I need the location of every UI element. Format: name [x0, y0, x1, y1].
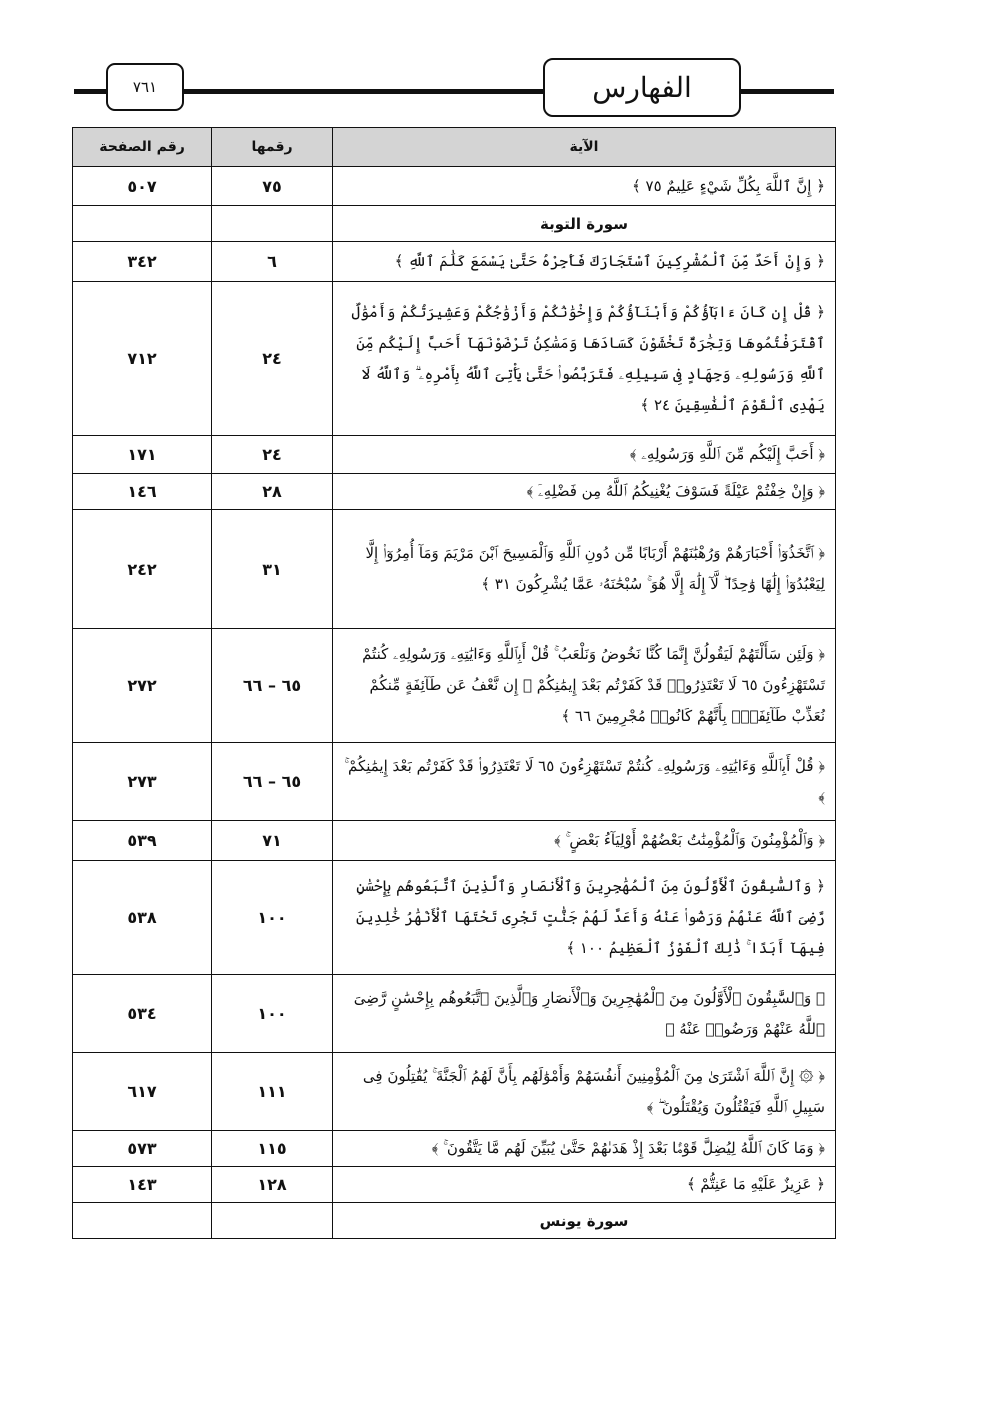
verse-text-cell: ﴿ وَٱلْمُؤْمِنُونَ وَٱلْمُؤْمِنَٰتُ بَعْضُهُمْ أَوْلِيَآءُ بَعْضٍ ۚ ﴾: [333, 821, 836, 861]
verse-number-cell: ٢٨: [212, 474, 333, 510]
page-cell: ٥٣٨: [73, 861, 212, 975]
surah-heading-row: [73, 1203, 836, 1239]
col-header-verse: الآية: [333, 128, 836, 167]
empty-cell: [73, 1203, 212, 1239]
verse-number-cell: ١١١: [212, 1053, 333, 1131]
page-cell: ٢٤٢: [73, 510, 212, 629]
verse-number-cell: ٣١: [212, 510, 333, 629]
section-title: الفهارس: [592, 71, 692, 104]
verse-number-cell: ٦٥ – ٦٦: [212, 743, 333, 821]
col-header-number: رقمها: [212, 128, 333, 167]
verse-number-cell: ٦: [212, 242, 333, 282]
page-cell: ٣٤٢: [73, 242, 212, 282]
surah-name: سورة يونس: [333, 1203, 836, 1239]
page-cell: ٥٣٤: [73, 975, 212, 1053]
page-cell: ١٤٦: [73, 474, 212, 510]
table-row: [73, 510, 836, 629]
table-row: [73, 282, 836, 436]
verse-text-cell: ﴿ قُلْ إِن كَانَ ءَابَآؤُكُمْ وَأَبْنَآؤُكُمْ وَإِخْوَٰنُكُمْ وَأَزْوَٰجُكُمْ وَعَشِيرَتُكُمْ وَأَمْوَٰلٌ ٱقْتَرَفْتُمُوهَا وَتِجَٰرَةٌ تَخْشَوْنَ كَسَادَهَا وَمَسَٰكِنُ تَرْضَوْنَهَآ أَحَبَّ إِلَيْكُم مِّنَ ٱللَّهِ وَرَسُولِهِۦ وَجِهَادٍ فِى سَبِيلِهِۦ فَتَرَبَّصُوا۟ حَتَّىٰ يَأْتِىَ ٱللَّهُ بِأَمْرِهِۦ ۗ وَٱللَّهُ لَا يَهْدِى ٱلْقَوْمَ ٱلْفَٰسِقِينَ ٢٤ ﴾: [333, 282, 836, 436]
verse-text-cell: ﴿ ۞ إِنَّ ٱللَّهَ ٱشْتَرَىٰ مِنَ ٱلْمُؤْمِنِينَ أَنفُسَهُمْ وَأَمْوَٰلَهُم بِأَنَّ لَهُمُ ٱلْجَنَّةَ ۚ يُقَٰتِلُونَ فِى سَبِيلِ ٱللَّهِ فَيَقْتُلُونَ وَيُقْتَلُونَ ۖ ﴾: [333, 1053, 836, 1131]
verse-text-cell: ﴿ أَحَبَّ إِلَيْكُم مِّنَ ٱللَّهِ وَرَسُولِهِۦ ﴾: [333, 436, 836, 474]
page-cell: ٥٣٩: [73, 821, 212, 861]
verse-text-cell: ﴿ وَمَا كَانَ ٱللَّهُ لِيُضِلَّ قَوْمًۢا بَعْدَ إِذْ هَدَىٰهُمْ حَتَّىٰ يُبَيِّنَ لَهُم مَّا يَتَّقُونَ ۚ ﴾: [333, 1131, 836, 1167]
table-row: [73, 1167, 836, 1203]
verse-text-cell: ﴿ ٱتَّخَذُوٓا۟ أَحْبَارَهُمْ وَرُهْبَٰنَهُمْ أَرْبَابًا مِّن دُونِ ٱللَّهِ وَٱلْمَسِيحَ ٱبْنَ مَرْيَمَ وَمَآ أُمِرُوٓا۟ إِلَّا لِيَعْبُدُوٓا۟ إِلَٰهًا وَٰحِدًا ۖ لَّآ إِلَٰهَ إِلَّا هُوَ ۚ سُبْحَٰنَهُۥ عَمَّا يُشْرِكُونَ ٣١ ﴾: [333, 510, 836, 629]
table-row: [73, 1053, 836, 1131]
verse-text-cell: ﴿ وَٱلسَّٰبِقُونَ ٱلْأَوَّلُونَ مِنَ ٱلْمُهَٰجِرِينَ وَٱلْأَنصَارِ وَٱلَّذِينَ ٱتَّبَعُوهُم بِإِحْسَٰنٍ رَّضِىَ ٱللَّهُ عَنْهُمْ وَرَضُوا۟ عَنْهُ وَأَعَدَّ لَهُمْ جَنَّٰتٍ تَجْرِى تَحْتَهَا ٱلْأَنْهَٰرُ خَٰلِدِينَ فِيهَآ أَبَدًا ۚ ذَٰلِكَ ٱلْفَوْزُ ٱلْعَظِيمُ ١٠٠ ﴾: [333, 861, 836, 975]
page-cell: ٦١٧: [73, 1053, 212, 1131]
verse-text-cell: ﴿ وَإِنْ خِفْتُمْ عَيْلَةً فَسَوْفَ يُغْنِيكُمُ ٱللَّهُ مِن فَضْلِهِۦٓ ﴾: [333, 474, 836, 510]
page-cell: ٥٧٣: [73, 1131, 212, 1167]
verse-index-table: [72, 127, 836, 1239]
verse-number-cell: ٢٤: [212, 436, 333, 474]
empty-cell: [73, 206, 212, 242]
verse-number-cell: ٦٥ – ٦٦: [212, 629, 333, 743]
table-row: [73, 167, 836, 206]
empty-cell: [212, 206, 333, 242]
section-title-box: [543, 58, 741, 117]
table-row: [73, 436, 836, 474]
verse-text-cell: ﴿ عَزِيزٌ عَلَيْهِ مَا عَنِتُّمْ ﴾: [333, 1167, 836, 1203]
page-cell: ٥٠٧: [73, 167, 212, 206]
verse-number-cell: ١٠٠: [212, 861, 333, 975]
verse-number-cell: ٢٤: [212, 282, 333, 436]
table-header-row: [73, 128, 836, 167]
empty-cell: [212, 1203, 333, 1239]
surah-heading-row: [73, 206, 836, 242]
page-number: ٧٦١: [132, 78, 158, 96]
table-row: [73, 975, 836, 1053]
table-row: [73, 242, 836, 282]
table-row: [73, 821, 836, 861]
page-cell: ٧١٢: [73, 282, 212, 436]
verse-number-cell: ٧١: [212, 821, 333, 861]
table-row: [73, 861, 836, 975]
page-cell: ٢٧٢: [73, 629, 212, 743]
surah-name: سورة التوبة: [333, 206, 836, 242]
page-cell: ١٤٣: [73, 1167, 212, 1203]
verse-number-cell: ١٢٨: [212, 1167, 333, 1203]
table-row: [73, 1131, 836, 1167]
verse-number-cell: ٧٥: [212, 167, 333, 206]
verse-number-cell: ١٠٠: [212, 975, 333, 1053]
page-cell: ٢٧٣: [73, 743, 212, 821]
verse-text-cell: ﴿ إِنَّ ٱللَّهَ بِكُلِّ شَيْءٍ عَلِيمٌ ٧٥ ﴾: [333, 167, 836, 206]
verse-text-cell: ﴿ وَٱلسَّٰبِقُونَ ٱلْأَوَّلُونَ مِنَ ٱلْمُهَٰجِرِينَ وَٱلْأَنصَارِ وَٱلَّذِينَ ٱتَّبَعُوهُم بِإِحْسَٰنٍ رَّضِىَ ٱللَّهُ عَنْهُمْ وَرَضُوا۟ عَنْهُ ﴾: [333, 975, 836, 1053]
verse-text-cell: ﴿ وَإِنْ أَحَدٌ مِّنَ ٱلْمُشْرِكِينَ ٱسْتَجَارَكَ فَأَجِرْهُ حَتَّىٰ يَسْمَعَ كَلَٰمَ ٱللَّهِ ﴾: [333, 242, 836, 282]
col-header-page: رقم الصفحة: [73, 128, 212, 167]
table-row: [73, 474, 836, 510]
verse-number-cell: ١١٥: [212, 1131, 333, 1167]
verse-text-cell: ﴿ قُلْ أَبِٱللَّهِ وَءَايَٰتِهِۦ وَرَسُولِهِۦ كُنتُمْ تَسْتَهْزِءُونَ ٦٥ لَا تَعْتَذِرُوا۟ قَدْ كَفَرْتُم بَعْدَ إِيمَٰنِكُمْ ۚ ﴾: [333, 743, 836, 821]
page-number-box: [106, 63, 184, 111]
verse-text-cell: ﴿ وَلَئِن سَأَلْتَهُمْ لَيَقُولُنَّ إِنَّمَا كُنَّا نَخُوضُ وَنَلْعَبُ ۚ قُلْ أَبِٱللَّهِ وَءَايَٰتِهِۦ وَرَسُولِهِۦ كُنتُمْ تَسْتَهْزِءُونَ ٦٥ لَا تَعْتَذِرُوا۟ قَدْ كَفَرْتُم بَعْدَ إِيمَٰنِكُمْ ۚ إِن نَّعْفُ عَن طَآئِفَةٍ مِّنكُمْ نُعَذِّبْ طَآئِفَةًۢ بِأَنَّهُمْ كَانُوا۟ مُجْرِمِينَ ٦٦ ﴾: [333, 629, 836, 743]
page-cell: ١٧١: [73, 436, 212, 474]
table-row: [73, 743, 836, 821]
table-row: [73, 629, 836, 743]
